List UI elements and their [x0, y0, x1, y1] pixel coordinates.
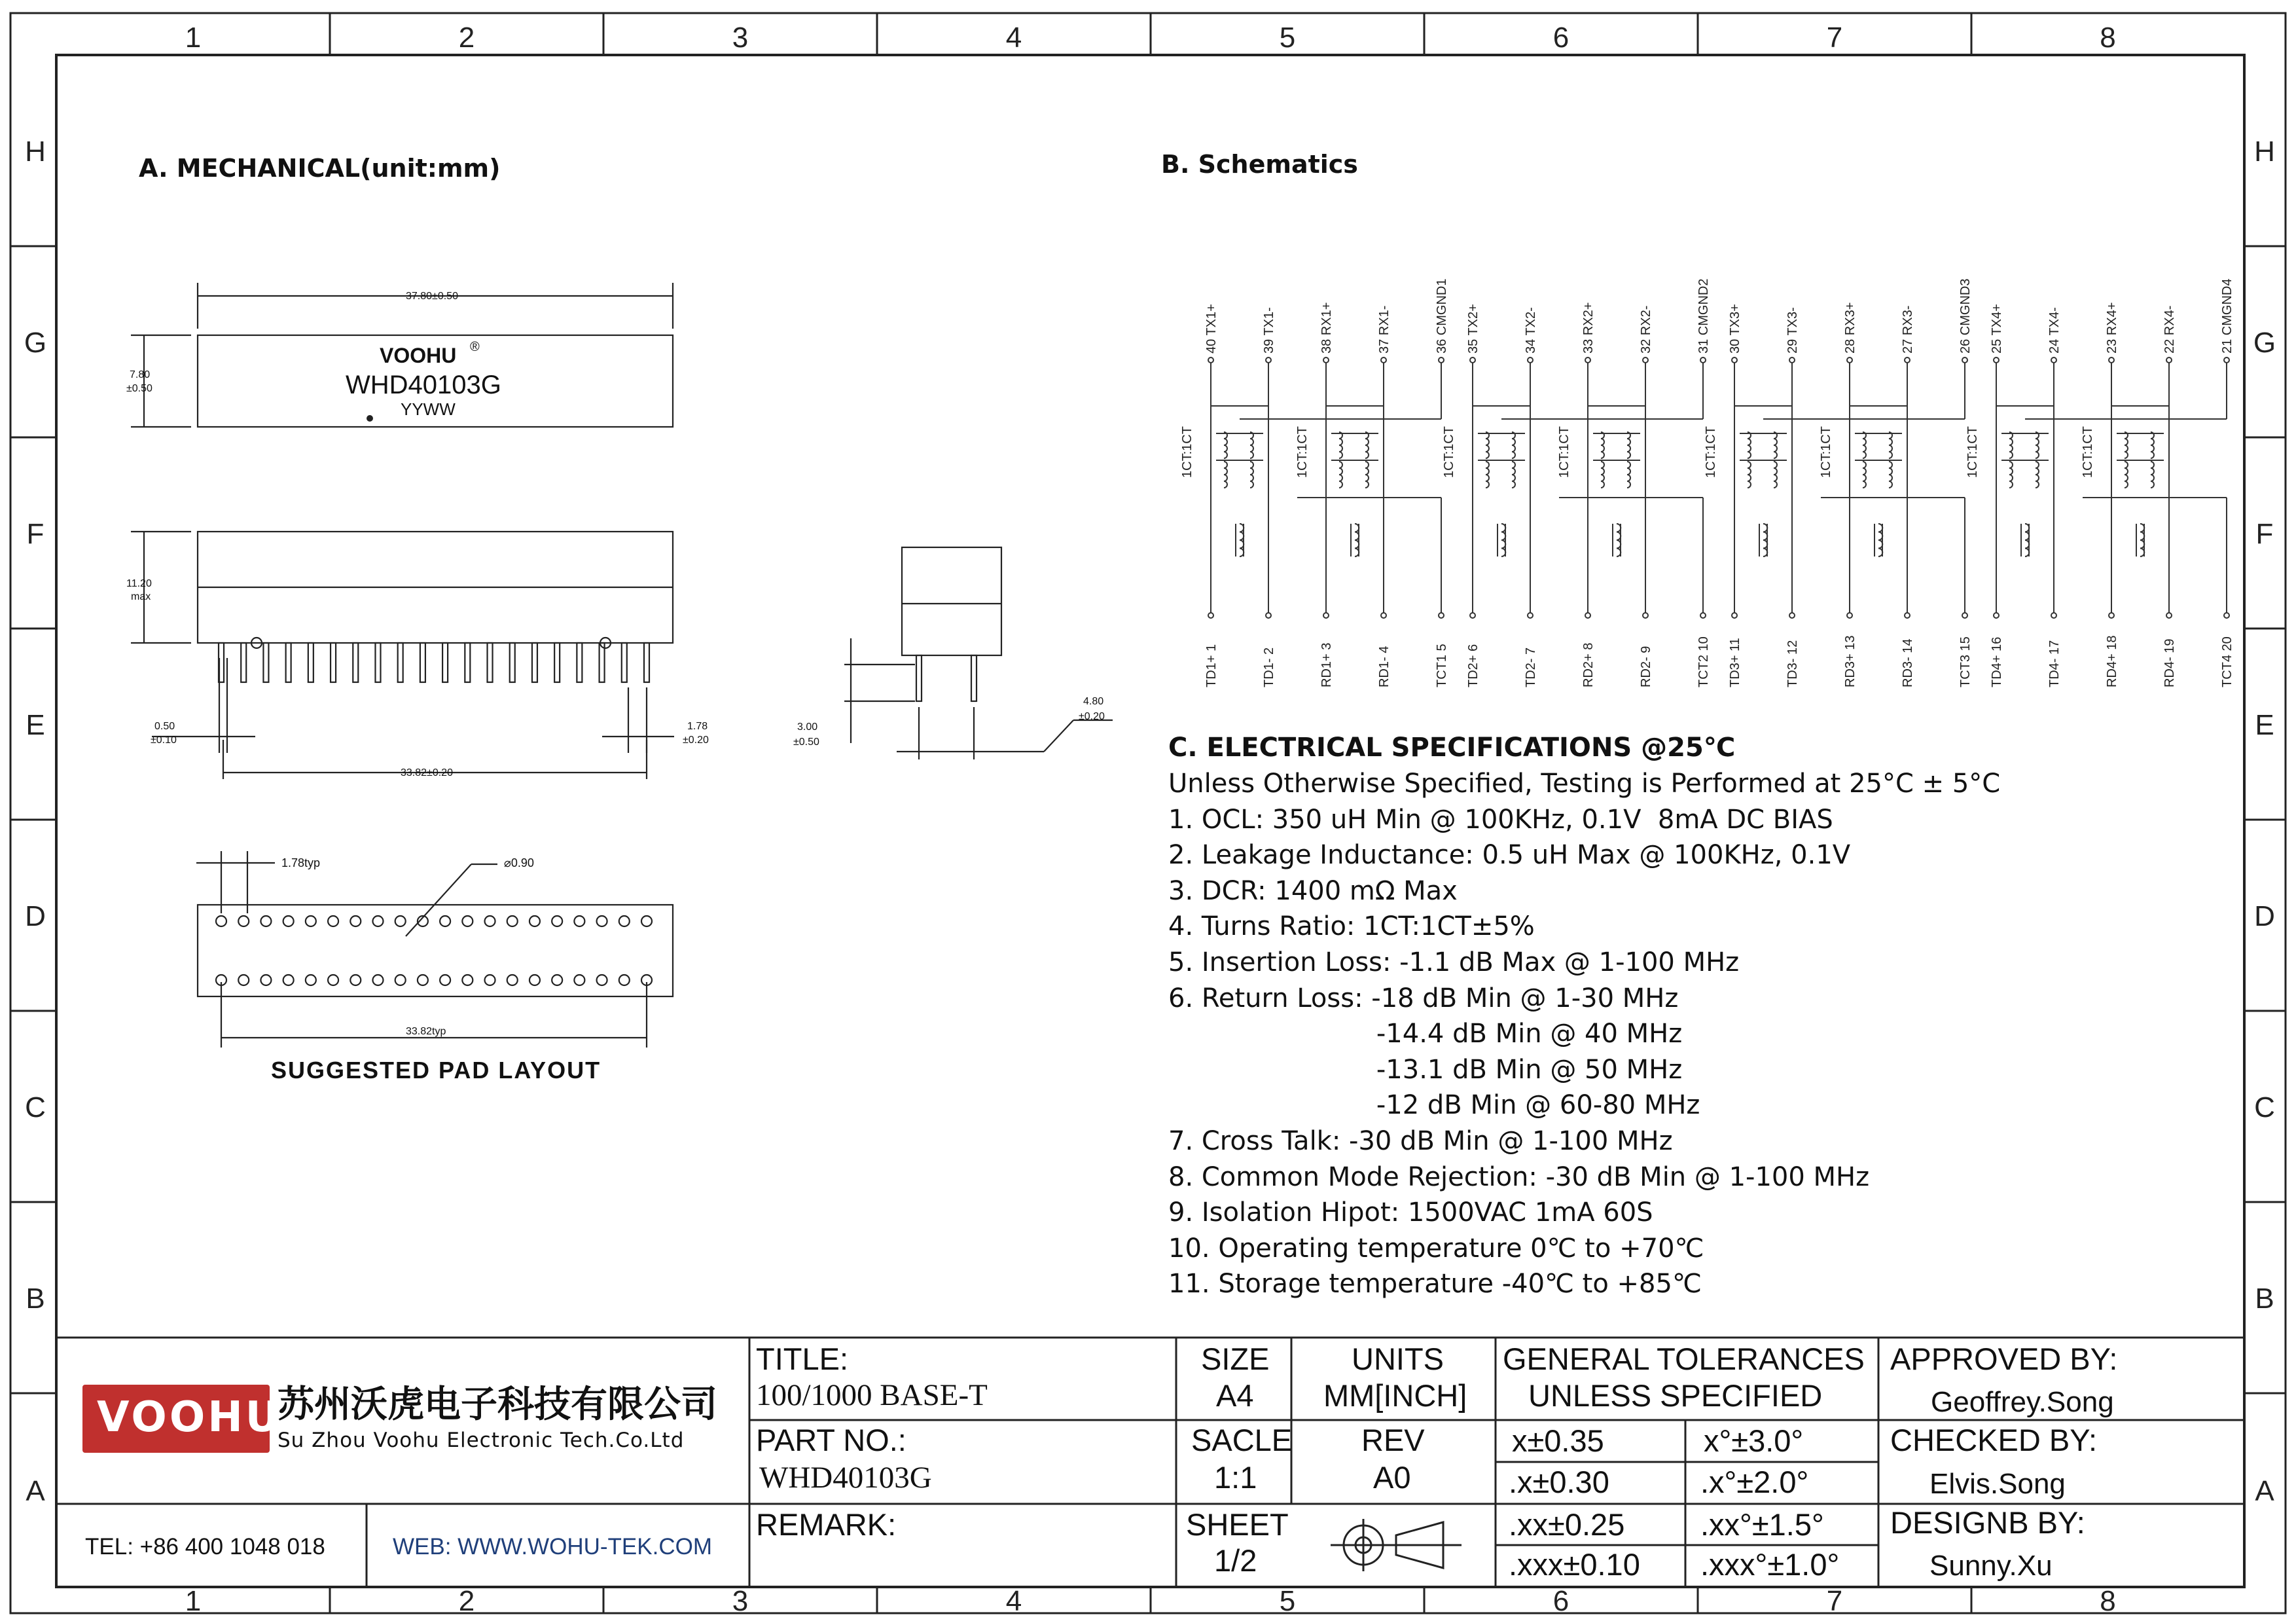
approved-label: APPROVED BY:	[1890, 1341, 2118, 1376]
pin-label-top: 39 TX1-	[1262, 307, 1276, 354]
zone-row-label: A	[2255, 1475, 2274, 1507]
brand-mark: VOOHU	[380, 344, 457, 367]
dim-length: 37.80±0.50	[406, 291, 458, 302]
pad-pitch: 1.78typ	[281, 856, 321, 869]
pin-label-top: 31 CMGND2	[1696, 278, 1711, 354]
dim-width-tol: ±0.50	[126, 383, 152, 394]
registered-mark: ®	[470, 340, 480, 354]
tolerance-linear-4: .xxx±0.10	[1509, 1547, 1640, 1582]
tolerances-subtitle: UNLESS SPECIFIED	[1528, 1378, 1823, 1413]
dim-pin-tol: ±0.10	[151, 735, 177, 746]
pin-label-top: 24 TX4-	[2047, 307, 2062, 354]
units-label: UNITS	[1352, 1341, 1444, 1376]
dim-pitch: 1.78	[687, 721, 708, 732]
zone-column-label: 1	[185, 1585, 202, 1617]
pin-label-bottom: RD4+ 18	[2105, 635, 2119, 687]
tolerance-angular-2: .x°±2.0°	[1700, 1465, 1809, 1499]
zone-row-label: D	[2254, 900, 2275, 932]
pad-layout-title: SUGGESTED PAD LAYOUT	[271, 1057, 601, 1084]
pad-span: 33.82typ	[406, 1026, 446, 1037]
pin-label-bottom: TD2+ 6	[1466, 644, 1480, 687]
spec-line: -13.1 dB Min @ 50 MHz	[1168, 1054, 1683, 1085]
zone-column-label: 3	[732, 22, 749, 54]
units-value: MM[INCH]	[1323, 1378, 1467, 1413]
spec-line: -12 dB Min @ 60-80 MHz	[1168, 1090, 1700, 1121]
spec-line: 5. Insertion Loss: -1.1 dB Max @ 1-100 MHz	[1168, 947, 1740, 977]
pin-label-bottom: TD4+ 16	[1990, 636, 2004, 687]
pin-label-bottom: TD1- 2	[1262, 647, 1276, 687]
pin-label-top: 29 TX3-	[1785, 307, 1800, 354]
sheet-label: SHEET	[1186, 1507, 1289, 1542]
tolerance-linear-2: .x±0.30	[1509, 1465, 1609, 1499]
pin-label-top: 25 TX4+	[1990, 304, 2004, 354]
approved-value: Geoffrey.Song	[1931, 1386, 2114, 1418]
pin-label-bottom: TCT4 20	[2220, 636, 2234, 687]
zone-column-label: 6	[1552, 22, 1570, 54]
dim-pitch-tol: ±0.20	[683, 735, 709, 746]
pin-label-bottom: TCT3 15	[1958, 636, 1973, 687]
spec-line: 6. Return Loss: -18 dB Min @ 1-30 MHz	[1168, 983, 1679, 1013]
dim-row: 4.80	[1083, 696, 1104, 707]
designed-label: DESIGNB BY:	[1890, 1505, 2085, 1540]
zone-row-label: F	[2255, 518, 2274, 550]
pin-label-bottom: RD1+ 3	[1319, 642, 1334, 687]
pin-label-bottom: TCT2 10	[1696, 636, 1711, 687]
zone-column-label: 8	[2100, 22, 2116, 54]
pin-label-top: 22 RX4-	[2162, 305, 2177, 354]
tolerance-angular-3: .xx°±1.5°	[1700, 1507, 1824, 1542]
spec-line: Unless Otherwise Specified, Testing is Performed at 25°C ± 5°C	[1168, 769, 2001, 799]
schematics-title: B. Schematics	[1161, 150, 1358, 179]
electrical-title: C. ELECTRICAL SPECIFICATIONS @25℃	[1168, 733, 1736, 763]
scale-label: SACLE	[1191, 1423, 1293, 1457]
part-no-value: WHD40103G	[759, 1461, 932, 1495]
turns-ratio-label: 1CT:1CT	[1704, 426, 1718, 478]
spec-line: 2. Leakage Inductance: 0.5 uH Max @ 100KHz, 0.1V	[1168, 840, 1851, 871]
turns-ratio-label: 1CT:1CT	[1442, 426, 1456, 478]
pin-label-bottom: RD2- 9	[1639, 646, 1653, 687]
turns-ratio-label: 1CT:1CT	[1965, 426, 1980, 478]
pin-label-top: 34 TX2-	[1524, 307, 1538, 354]
pin-label-top: 30 TX3+	[1728, 304, 1742, 354]
zone-column-label: 8	[2100, 1585, 2116, 1617]
spec-line: -14.4 dB Min @ 40 MHz	[1168, 1019, 1683, 1049]
company-tel: TEL: +86 400 1048 018	[85, 1534, 325, 1559]
zone-row-label: G	[2253, 327, 2276, 359]
zone-row-label: F	[26, 518, 45, 550]
tolerance-linear-3: .xx±0.25	[1509, 1507, 1625, 1542]
turns-ratio-label: 1CT:1CT	[1819, 426, 1833, 478]
pin-label-bottom: RD3+ 13	[1843, 635, 1857, 687]
spec-line: 10. Operating temperature 0℃ to +70℃	[1168, 1233, 1704, 1264]
tolerance-angular-1: x°±3.0°	[1704, 1423, 1804, 1458]
scale-value: 1:1	[1214, 1460, 1257, 1495]
sheet-value: 1/2	[1214, 1543, 1257, 1578]
dim-span: 33.82±0.20	[401, 767, 453, 778]
pin-label-top: 23 RX4+	[2105, 302, 2119, 354]
checked-label: CHECKED BY:	[1890, 1423, 2098, 1457]
pin-label-top: 35 TX2+	[1466, 304, 1480, 354]
rev-value: A0	[1373, 1460, 1411, 1495]
pin-label-top: 37 RX1-	[1377, 305, 1391, 354]
zone-column-label: 2	[458, 22, 475, 54]
dim-width: 7.80	[130, 369, 151, 380]
pin-label-top: 38 RX1+	[1319, 302, 1334, 354]
zone-row-label: H	[25, 136, 46, 168]
pad-diameter: ⌀0.90	[504, 856, 534, 869]
pin-label-top: 33 RX2+	[1581, 302, 1596, 354]
spec-line: 3. DCR: 1400 mΩ Max	[1168, 875, 1458, 906]
checked-value: Elvis.Song	[1929, 1468, 2066, 1500]
zone-column-label: 2	[458, 1585, 475, 1617]
tolerance-angular-4: .xxx°±1.0°	[1700, 1547, 1840, 1582]
zone-row-label: E	[2255, 709, 2274, 741]
size-value: A4	[1216, 1378, 1254, 1413]
turns-ratio-label: 1CT:1CT	[1295, 426, 1310, 478]
pin-label-top: 28 RX3+	[1843, 302, 1857, 354]
pin-label-bottom: RD4- 19	[2162, 638, 2177, 687]
pin-label-bottom: TD1+ 1	[1204, 644, 1219, 687]
part-marking: WHD40103G	[346, 371, 501, 399]
turns-ratio-label: 1CT:1CT	[1180, 426, 1194, 478]
zone-column-label: 3	[732, 1585, 749, 1617]
dim-pin: 0.50	[154, 721, 175, 732]
part-no-label: PART NO.:	[756, 1423, 906, 1457]
pin-label-bottom: TCT1 5	[1435, 644, 1449, 687]
zone-row-label: B	[2255, 1283, 2274, 1315]
pin-label-bottom: TD3- 12	[1785, 640, 1800, 687]
logo-text: VOOHU	[97, 1393, 282, 1442]
tolerances-title: GENERAL TOLERANCES	[1503, 1341, 1865, 1376]
zone-row-label: C	[25, 1091, 46, 1123]
zone-column-label: 7	[1826, 1585, 1843, 1617]
zone-row-label: E	[26, 709, 45, 741]
pin-label-bottom: RD2+ 8	[1581, 642, 1596, 687]
turns-ratio-label: 1CT:1CT	[2081, 426, 2095, 478]
zone-row-label: G	[24, 327, 47, 359]
pin-label-bottom: TD3+ 11	[1728, 638, 1742, 687]
dim-standoff: 3.00	[797, 721, 818, 733]
spec-line: 4. Turns Ratio: 1CT:1CT±5%	[1168, 911, 1535, 942]
zone-column-label: 1	[185, 22, 202, 54]
spec-line: 9. Isolation Hipot: 1500VAC 1mA 60S	[1168, 1197, 1653, 1228]
pin-label-top: 40 TX1+	[1204, 304, 1219, 354]
date-code: YYWW	[401, 399, 456, 419]
pin-label-top: 21 CMGND4	[2220, 278, 2234, 354]
pin-label-top: 32 RX2-	[1639, 305, 1653, 354]
turns-ratio-label: 1CT:1CT	[1557, 426, 1571, 478]
pin-label-bottom: TD2- 7	[1524, 647, 1538, 687]
pin-label-top: 27 RX3-	[1901, 305, 1915, 354]
zone-row-label: A	[26, 1475, 45, 1507]
zone-column-label: 4	[1005, 1585, 1022, 1617]
rev-label: REV	[1361, 1423, 1425, 1457]
dim-height-note: max	[131, 591, 151, 602]
pin-label-top: 26 CMGND3	[1958, 278, 1973, 354]
pin-label-top: 36 CMGND1	[1435, 278, 1449, 354]
pin-label-bottom: RD1- 4	[1377, 646, 1391, 687]
designed-value: Sunny.Xu	[1929, 1550, 2053, 1582]
zone-column-label: 5	[1279, 22, 1296, 54]
spec-line: 1. OCL: 350 uH Min @ 100KHz, 0.1V 8mA DC BIAS	[1168, 804, 1833, 835]
tolerance-linear-1: x±0.35	[1512, 1423, 1604, 1458]
zone-row-label: H	[2254, 136, 2275, 168]
zone-row-label: D	[25, 900, 46, 932]
size-label: SIZE	[1201, 1341, 1270, 1376]
company-logo	[82, 1385, 282, 1453]
pin-label-bottom: TD4- 17	[2047, 640, 2062, 687]
dim-height: 11.20	[126, 578, 152, 589]
zone-row-label: B	[26, 1283, 45, 1315]
company-web: WEB: WWW.WOHU-TEK.COM	[393, 1534, 712, 1559]
company-name-en: Su Zhou Voohu Electronic Tech.Co.Ltd	[278, 1429, 685, 1452]
zone-column-label: 5	[1279, 1585, 1296, 1617]
zone-column-label: 4	[1005, 22, 1022, 54]
spec-line: 7. Cross Talk: -30 dB Min @ 1-100 MHz	[1168, 1126, 1673, 1156]
zone-column-label: 7	[1826, 22, 1843, 54]
remark-label: REMARK:	[756, 1507, 897, 1542]
dim-row-tol: ±0.20	[1079, 711, 1105, 722]
mechanical-title: A. MECHANICAL(unit:mm)	[139, 154, 501, 183]
dim-standoff-tol: ±0.50	[793, 737, 819, 748]
title-label: TITLE:	[756, 1341, 849, 1376]
spec-line: 11. Storage temperature -40℃ to +85℃	[1168, 1269, 1702, 1300]
spec-line: 8. Common Mode Rejection: -30 dB Min @ 1-100 MHz	[1168, 1161, 1870, 1192]
pin-label-bottom: RD3- 14	[1901, 638, 1915, 687]
zone-row-label: C	[2254, 1091, 2275, 1123]
company-name-cn: 苏州沃虎电子科技有限公司	[278, 1383, 717, 1426]
title-value: 100/1000 BASE-T	[756, 1378, 988, 1412]
zone-column-label: 6	[1552, 1585, 1570, 1617]
